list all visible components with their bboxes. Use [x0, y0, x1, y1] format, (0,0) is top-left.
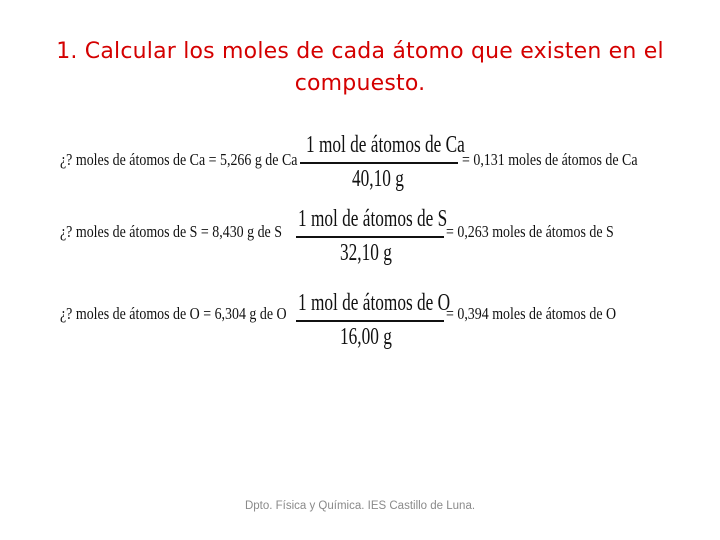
- equation-result: = 0,131 moles de átomos de Ca: [462, 150, 638, 169]
- equation-lhs: ¿? moles de átomos de S = 8,430 g de S: [60, 222, 282, 241]
- fraction-numerator: 1 mol de átomos de O: [298, 290, 451, 316]
- fraction-bar: [300, 162, 458, 164]
- fraction-denominator: 40,10 g: [352, 166, 404, 192]
- fraction-bar: [296, 236, 444, 238]
- equation-result: = 0,263 moles de átomos de S: [446, 222, 614, 241]
- equation-lhs: ¿? moles de átomos de O = 6,304 g de O: [60, 304, 287, 323]
- fraction-denominator: 32,10 g: [340, 240, 392, 266]
- equation-lhs: ¿? moles de átomos de Ca = 5,266 g de Ca: [60, 150, 298, 169]
- equation-result: = 0,394 moles de átomos de O: [446, 304, 617, 323]
- calculation-row-o: [0, 284, 720, 354]
- fraction-numerator: 1 mol de átomos de S: [298, 206, 448, 232]
- slide-footer: Dpto. Física y Química. IES Castillo de Luna.: [244, 500, 476, 512]
- calculation-row-s: [0, 202, 720, 272]
- slide-title: 1. Calcular los moles de cada átomo que existen en el compuesto.: [56, 39, 664, 96]
- fraction-bar: [296, 320, 444, 322]
- fraction-numerator: 1 mol de átomos de Ca: [306, 132, 465, 158]
- calculation-row-ca: [0, 130, 720, 200]
- fraction-denominator: 16,00 g: [340, 324, 392, 350]
